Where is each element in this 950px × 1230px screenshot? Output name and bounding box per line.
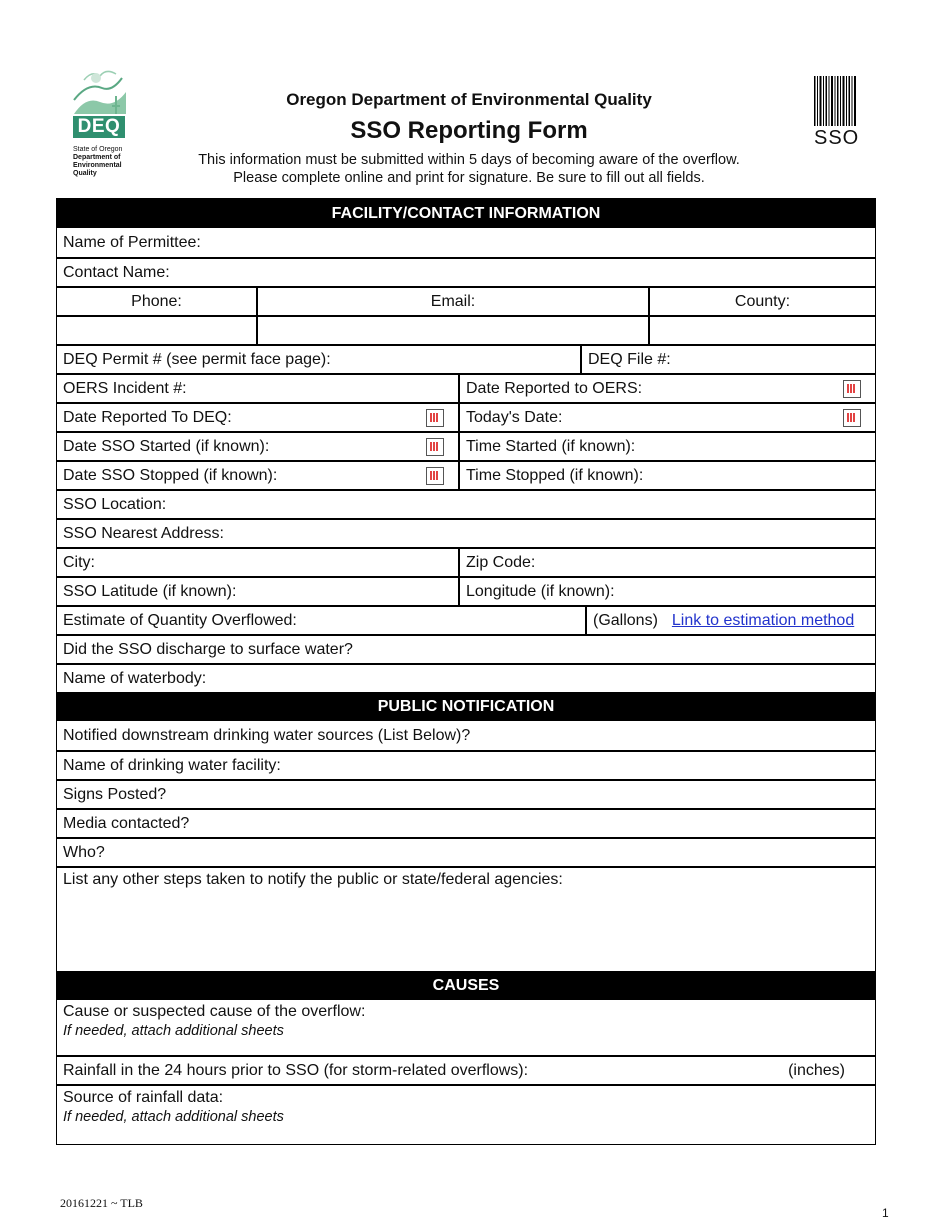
email-input[interactable] <box>256 317 648 344</box>
city-field[interactable]: City: <box>63 553 95 571</box>
time-stopped-field[interactable]: Time Stopped (if known): <box>458 462 875 489</box>
started-row <box>57 431 875 460</box>
date-stopped-field[interactable] <box>57 462 458 489</box>
date-deq-label: Date Reported To DEQ: <box>63 408 232 426</box>
signs-row <box>57 779 875 808</box>
rain-source-field[interactable] <box>57 1086 875 1125</box>
page-number: 1 <box>882 1206 889 1220</box>
contact-input-row <box>57 315 875 344</box>
permit-number-field[interactable]: DEQ Permit # (see permit face page): <box>63 350 331 368</box>
zip-field[interactable]: Zip Code: <box>458 549 875 576</box>
instruction-line-2: Please complete online and print for signature. Be sure to fill out all fields. <box>233 170 705 186</box>
barcode-icon <box>814 76 856 126</box>
rain-source-note: If needed, attach additional sheets <box>63 1109 284 1125</box>
stopped-row <box>57 460 875 489</box>
date-stopped-label: Date SSO Stopped (if known): <box>63 466 278 484</box>
media-contacted-field[interactable]: Media contacted? <box>63 814 190 832</box>
contact-header-row <box>57 286 875 315</box>
email-label: Email: <box>256 288 648 315</box>
revision-code: 20161221 ~ TLB <box>60 1196 143 1210</box>
notified-field[interactable]: Notified downstream drinking water sources (List Below)? <box>63 726 471 744</box>
date-deq-field[interactable] <box>57 404 458 431</box>
rain-source-label: Source of rainfall data: <box>63 1089 224 1106</box>
other-steps-field[interactable] <box>57 868 875 889</box>
cause-row <box>57 1000 875 1055</box>
cause-note: If needed, attach additional sheets <box>63 1023 284 1039</box>
barcode-label: SSO <box>814 127 860 149</box>
coords-row <box>57 576 875 605</box>
rainfall-field[interactable] <box>57 1057 875 1084</box>
rainfall-row <box>57 1055 875 1084</box>
location-field[interactable]: SSO Location: <box>63 495 167 513</box>
latitude-field[interactable]: SSO Latitude (if known): <box>63 582 237 600</box>
calendar-icon[interactable] <box>426 409 444 427</box>
logo-line2: Department of <box>73 154 121 161</box>
logo-abbr: DEQ <box>73 116 125 138</box>
quantity-units <box>585 607 875 634</box>
inches-label: (inches) <box>788 1061 845 1079</box>
quantity-field[interactable]: Estimate of Quantity Overflowed: <box>63 611 297 629</box>
phone-input[interactable] <box>57 317 256 344</box>
longitude-field[interactable]: Longitude (if known): <box>458 578 875 605</box>
date-deq-row <box>57 402 875 431</box>
calendar-icon[interactable] <box>843 380 861 398</box>
nearest-address-field[interactable]: SSO Nearest Address: <box>63 524 224 542</box>
date-oers-label: Date Reported to OERS: <box>466 379 643 397</box>
cause-label: Cause or suspected cause of the overflow: <box>63 1003 366 1020</box>
city-row <box>57 547 875 576</box>
calendar-icon[interactable] <box>426 438 444 456</box>
logo-line1: State of Oregon <box>73 146 123 153</box>
calendar-icon[interactable] <box>426 467 444 485</box>
facility-name-row <box>57 750 875 779</box>
agency-name: Oregon Department of Environmental Quality <box>286 90 652 109</box>
waterbody-row <box>57 663 875 692</box>
rain-source-row <box>57 1084 875 1144</box>
permittee-row <box>57 228 875 257</box>
contact-name-field[interactable]: Contact Name: <box>63 263 170 281</box>
today-date-label: Today's Date: <box>466 408 563 426</box>
form-title: SSO Reporting Form <box>350 117 588 144</box>
rainfall-label: Rainfall in the 24 hours prior to SSO (for storm-related overflows): <box>63 1061 529 1079</box>
media-row <box>57 808 875 837</box>
estimation-method-link[interactable]: Link to estimation method <box>671 611 855 629</box>
signs-posted-field[interactable]: Signs Posted? <box>63 785 167 803</box>
notified-row <box>57 721 875 750</box>
section-facility-contact: FACILITY/CONTACT INFORMATION <box>57 199 875 228</box>
date-started-label: Date SSO Started (if known): <box>63 437 270 455</box>
location-row <box>57 489 875 518</box>
calendar-icon[interactable] <box>843 409 861 427</box>
cause-field[interactable] <box>57 1000 875 1039</box>
date-oers-field[interactable] <box>458 375 875 402</box>
who-row <box>57 837 875 866</box>
section-public-notification: PUBLIC NOTIFICATION <box>57 692 875 721</box>
contact-row <box>57 257 875 286</box>
instruction-line-1: This information must be submitted within 5 days of becoming aware of the overflow. <box>198 152 740 168</box>
permit-row <box>57 344 875 373</box>
oers-row <box>57 373 875 402</box>
county-label: County: <box>648 288 875 315</box>
section-causes: CAUSES <box>57 971 875 1000</box>
date-started-field[interactable] <box>57 433 458 460</box>
sso-form <box>56 198 876 1145</box>
address-row <box>57 518 875 547</box>
logo-line3: Environmental <box>73 162 122 169</box>
other-steps-label: List any other steps taken to notify the public or state/federal agencies: <box>63 871 563 888</box>
drinking-water-facility-field[interactable]: Name of drinking water facility: <box>63 756 281 774</box>
file-number-field[interactable]: DEQ File #: <box>580 346 875 373</box>
who-field[interactable]: Who? <box>63 843 105 861</box>
time-started-field[interactable]: Time Started (if known): <box>458 433 875 460</box>
quantity-row <box>57 605 875 634</box>
gallons-label: (Gallons) <box>593 611 658 629</box>
other-steps-row <box>57 866 875 971</box>
permittee-field[interactable]: Name of Permittee: <box>63 233 201 251</box>
surface-water-field[interactable]: Did the SSO discharge to surface water? <box>63 640 353 658</box>
today-date-field[interactable] <box>458 404 875 431</box>
oers-incident-field[interactable]: OERS Incident #: <box>63 379 187 397</box>
logo-line4: Quality <box>73 170 97 177</box>
county-input[interactable] <box>648 317 875 344</box>
surface-water-row <box>57 634 875 663</box>
waterbody-field[interactable]: Name of waterbody: <box>63 669 207 687</box>
phone-label: Phone: <box>131 292 182 310</box>
